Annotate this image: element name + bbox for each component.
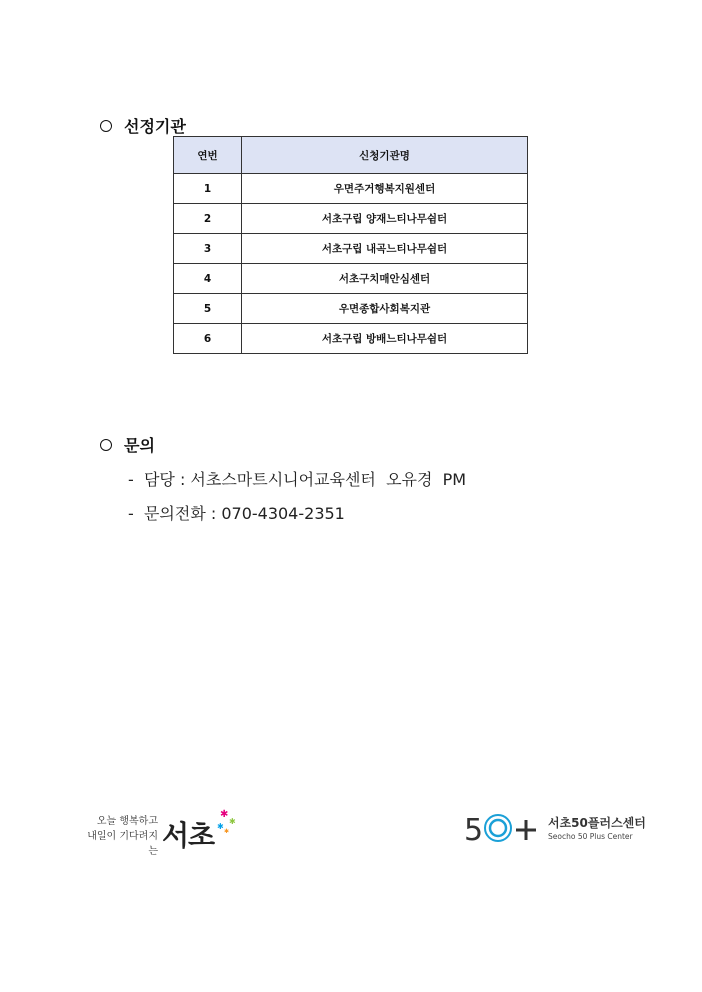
svg-text:✱: ✱: [220, 809, 229, 820]
logo-slogan: [78, 814, 158, 859]
table-row: [174, 234, 528, 264]
institutions-table: [173, 136, 528, 354]
row-no: 6: [174, 324, 242, 354]
svg-text:5: 5: [464, 813, 484, 846]
table-header-row: [174, 137, 528, 174]
row-institution: 우면주거행복지원센터: [242, 174, 528, 204]
slogan-line-1: 오늘 행복하고: [96, 816, 158, 827]
contact-phone: - 문의전화 : 070-4304-2351: [128, 504, 345, 523]
stars-icon: [214, 808, 240, 834]
table-row: [174, 174, 528, 204]
section-title-inquiry: [100, 433, 155, 456]
section-title-text: 문의: [124, 436, 155, 455]
section-title-institutions: [100, 114, 186, 137]
table-row: [174, 264, 528, 294]
contact-person: - 담당 : 서초스마트시니어교육센터 오유경 PM: [128, 470, 467, 489]
circle-bullet-icon: [100, 120, 112, 132]
logo-name: 서초50플러스센터: [548, 816, 646, 830]
svg-text:✱: ✱: [224, 828, 230, 834]
row-institution: 서초구치매안심센터: [242, 264, 528, 294]
row-institution: 서초구립 내곡느티나무쉼터: [242, 234, 528, 264]
row-institution: 서초구립 방배느티나무쉼터: [242, 324, 528, 354]
row-no: 5: [174, 294, 242, 324]
row-institution: 우면종합사회복지관: [242, 294, 528, 324]
seocho50-plus-logo: [464, 810, 664, 850]
row-no: 4: [174, 264, 242, 294]
fifty-plus-icon: [464, 810, 542, 846]
header-institution: 신청기관명: [242, 137, 528, 174]
section-title-text: 선정기관: [124, 117, 186, 136]
row-no: 1: [174, 174, 242, 204]
slogan-line-2: 내일이 기다려지는: [87, 831, 158, 857]
logo-subtitle: Seocho 50 Plus Center: [548, 832, 633, 841]
svg-text:✱: ✱: [217, 822, 224, 831]
header-no: 연번: [174, 137, 242, 174]
logo-wordmark: 서초: [162, 819, 215, 852]
table-row: [174, 294, 528, 324]
table-row: [174, 204, 528, 234]
circle-bullet-icon: [100, 439, 112, 451]
table-row: [174, 324, 528, 354]
row-institution: 서초구립 양재느티나무쉼터: [242, 204, 528, 234]
row-no: 3: [174, 234, 242, 264]
svg-text:✱: ✱: [229, 817, 236, 826]
row-no: 2: [174, 204, 242, 234]
seocho-district-logo: [78, 808, 248, 858]
